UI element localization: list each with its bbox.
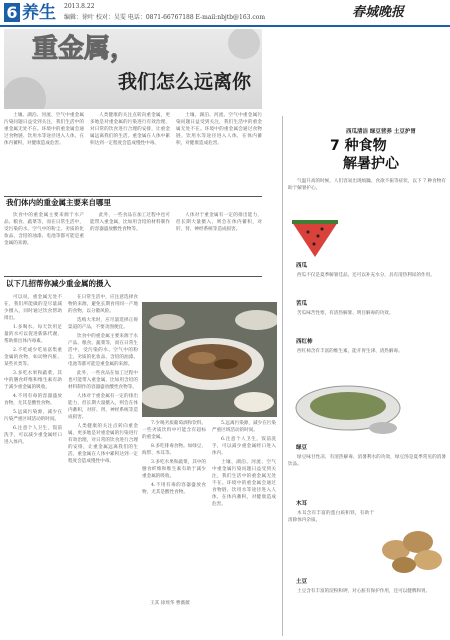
bowl-icon bbox=[288, 378, 408, 442]
food-text bbox=[288, 348, 446, 374]
body-paragraph: 5.远离污染源，减少在污染严重区域活动的时间。 bbox=[4, 410, 62, 422]
sidebar-kicker: 西瓜清洁 绿豆营养 土豆护胃 bbox=[346, 129, 416, 135]
lead-paragraph: 土壤、湖泊、河流、空气中重金属污染问题日益受到关注，我们生活中的重金属无处不在。环境中的重金属会通过食物链、饮用水等途径进入人体，在体内蓄积，对健康造成危害。 bbox=[4, 113, 84, 146]
watermelon-image bbox=[288, 202, 342, 262]
food-photo bbox=[142, 302, 277, 417]
food-name: 木耳 bbox=[296, 501, 308, 507]
editor-info: 编辑：徐叶 校对：吴雯 电话：0871-66767188 E-mail:nbjtb@163.com bbox=[64, 14, 266, 21]
mung-bean-soup-image bbox=[288, 378, 408, 442]
body-paragraph: 在日常生活中，应注意选择食物的来源，避免长期食用同一产地的食物，以分散风险。 bbox=[68, 295, 138, 314]
food-text bbox=[288, 454, 446, 498]
food-name: 西红柿 bbox=[296, 339, 313, 345]
body-paragraph: 8.多吃排毒食物。如绿豆、海带、木耳等。 bbox=[142, 444, 206, 456]
body-paragraph: 4.不用有毒的容器盛放食物，尤其是酸性食物。 bbox=[4, 394, 62, 406]
body-paragraph: 西红柿含有丰富的维生素，能开胃生津、清热解毒。 bbox=[297, 349, 403, 354]
food-name: 西瓜 bbox=[296, 263, 308, 269]
page-number: 6 bbox=[4, 3, 20, 22]
section2-column-4 bbox=[212, 420, 276, 600]
body-paragraph: 人类健康的关注点转向重金属，更多地是对重金属的污染进行有效治理，对日常的饮食进行合理的安排，让重金属远离我们的生活。重金属在人体中累积达到一定程度会造成慢性中毒。 bbox=[68, 424, 138, 464]
body-paragraph: 人体对于重金属有一定的排出能力，但长期大量摄入，则会在体内蓄积，对肝、肾、神经系统等造成损害。 bbox=[68, 394, 138, 420]
section2-column-3 bbox=[142, 420, 206, 600]
sidebar-title-line1: 7 种食物 bbox=[330, 138, 387, 154]
food-text bbox=[288, 310, 446, 334]
body-paragraph: 6.注意个人卫生，饭前洗手，可以减少重金属经口进入体内。 bbox=[4, 426, 62, 445]
body-paragraph: 此外，一些食品在加工过程中也可能带入重金属，比如用含铅的材料制作的容器盛放酸性食物等。 bbox=[90, 213, 170, 232]
section1-column-3 bbox=[176, 212, 262, 270]
column-divider bbox=[282, 116, 283, 636]
sidebar-intro bbox=[288, 178, 446, 200]
body-paragraph: 7.少喝劣质葡萄酒和饮料。一些劣质饮料中可能含有超标的重金属。 bbox=[142, 421, 206, 440]
body-paragraph: 饮食中的重金属主要来源于水产品、粮食、蔬菜等，而在日常生活中，受污染的水、空气中的粉尘、劣质的化妆品、含铅的油漆、电池等都可能是重金属的来源。 bbox=[68, 334, 138, 367]
potatoes-image bbox=[376, 520, 448, 576]
potato-icon bbox=[376, 520, 448, 576]
lead-column-1 bbox=[4, 112, 84, 190]
body-paragraph: 5.远离污染源，减少在污染严重区域活动的时间。 bbox=[212, 421, 276, 433]
section-name: 养生 bbox=[22, 3, 56, 23]
body-paragraph: 绿豆味甘性凉，有清热解毒、消暑利水的功效，绿豆汤是夏季常见的消暑饮品。 bbox=[288, 455, 446, 467]
lead-paragraph: 人类健康的关注点转向重金属，更多地是对重金属的污染进行有效治理，对日常的饮食进行合理的安排，让重金属远离我们的生活。重金属在人体中累积达到一定程度会造成慢性中毒。 bbox=[90, 113, 170, 146]
section2-column-2 bbox=[68, 294, 138, 634]
food-name: 土豆 bbox=[296, 579, 308, 585]
newspaper-logo: 春城晚报 bbox=[352, 5, 405, 20]
body-paragraph: 气温升高的时候，人们容易出现烦躁、食欲不振等症状，以下 7 种食物有助于解暑护心。 bbox=[288, 179, 446, 191]
article-author: 王其 徐瑶华 曹薇薇 bbox=[150, 601, 190, 606]
lead-column-3 bbox=[176, 112, 262, 190]
section2-column-1 bbox=[4, 294, 62, 634]
food-text bbox=[288, 510, 374, 574]
page-header bbox=[0, 0, 450, 26]
sidebar-title-line2: 解暑护心 bbox=[343, 156, 399, 172]
headline-line2: 我们怎么远离你 bbox=[118, 71, 252, 93]
body-paragraph: 饮食中的重金属主要来源于水产品、粮食、蔬菜等，而在日常生活中，受污染的水、空气中的粉尘、劣质的化妆品、含铅的油漆、电池等都可能是重金属的来源。 bbox=[4, 213, 84, 246]
lead-paragraph: 土壤、湖泊、河流、空气中重金属污染问题日益受到关注，我们生活中的重金属无处不在。环境中的重金属会通过食物链、饮用水等途径进入人体，在体内蓄积，对健康造成危害。 bbox=[176, 113, 262, 146]
section1-column-1 bbox=[4, 212, 84, 270]
section1-heading: 我们体内的重金属主要来自哪里 bbox=[6, 198, 111, 207]
watermelon-icon bbox=[288, 202, 342, 262]
dinner-table-image bbox=[142, 302, 277, 417]
header-rule bbox=[0, 25, 450, 27]
section-rule bbox=[4, 196, 262, 197]
body-paragraph: 苦瓜味苦性寒，有清热解暑、明目解毒的功效。 bbox=[297, 311, 394, 316]
body-paragraph: 3.多吃水果和蔬菜，其中的膳食纤维和维生素有助于减少重金属的吸收。 bbox=[142, 460, 206, 479]
section1-column-2 bbox=[90, 212, 170, 270]
body-paragraph: 此外，一些食品在加工过程中也可能带入重金属，比如用含铅的材料制作的容器盛放酸性食物等。 bbox=[68, 371, 138, 390]
body-paragraph: 3.多吃水果和蔬菜，其中的膳食纤维和维生素有助于减少重金属的吸收。 bbox=[4, 371, 62, 390]
food-text bbox=[288, 588, 446, 634]
body-paragraph: 木耳含有丰富的蛋白质和铁，有助于清除体内杂质。 bbox=[288, 511, 374, 523]
food-text bbox=[288, 272, 446, 296]
body-paragraph: 4.不用有毒的容器盛放食物，尤其是酸性食物。 bbox=[142, 483, 206, 495]
section-rule bbox=[4, 276, 262, 277]
body-paragraph: 土壤、湖泊、河流、空气中重金属污染问题日益受到关注，我们生活中的重金属无处不在。环境中的重金属会通过食物链、饮用水等途径进入人体，在体内蓄积，对健康造成危害。 bbox=[212, 460, 276, 507]
body-paragraph: 西瓜不仅是夏季解暑佳品，还可以补充水分，具有清热利尿的作用。 bbox=[297, 273, 435, 278]
body-paragraph: 土豆含有丰富的淀粉和钾，对心脏有保护作用，还可以健脾和胃。 bbox=[297, 589, 431, 594]
body-paragraph: 可以说，重金属无处不在，我们所能做的是尽量减少摄入，同时通过饮食帮助排出。 bbox=[4, 295, 62, 321]
body-paragraph: 2.不吃或少吃易富集重金属的食物，如动物内脏、某些贝类等。 bbox=[4, 348, 62, 367]
body-paragraph: 6.注意个人卫生，饭前洗手，可以减少重金属经口进入体内。 bbox=[212, 437, 276, 456]
body-paragraph: 选购大米时，应尽量选择正规渠道的产品，不要贪图便宜。 bbox=[68, 318, 138, 330]
lead-column-2 bbox=[90, 112, 170, 190]
body-paragraph: 1.多喝水。每天饮用足量的水可以促进新陈代谢，帮助排出体内毒素。 bbox=[4, 325, 62, 344]
body-paragraph: 人体对于重金属有一定的排出能力，但长期大量摄入，则会在体内蓄积，对肝、肾、神经系统等造成损害。 bbox=[176, 213, 262, 232]
issue-date: 2013.8.22 bbox=[64, 3, 95, 10]
food-name: 苦瓜 bbox=[296, 301, 308, 307]
food-name: 绿豆 bbox=[296, 445, 308, 451]
section2-heading: 以下几招帮你减少重金属的摄入 bbox=[6, 279, 111, 288]
headline-line1: 重金属， bbox=[32, 34, 137, 64]
